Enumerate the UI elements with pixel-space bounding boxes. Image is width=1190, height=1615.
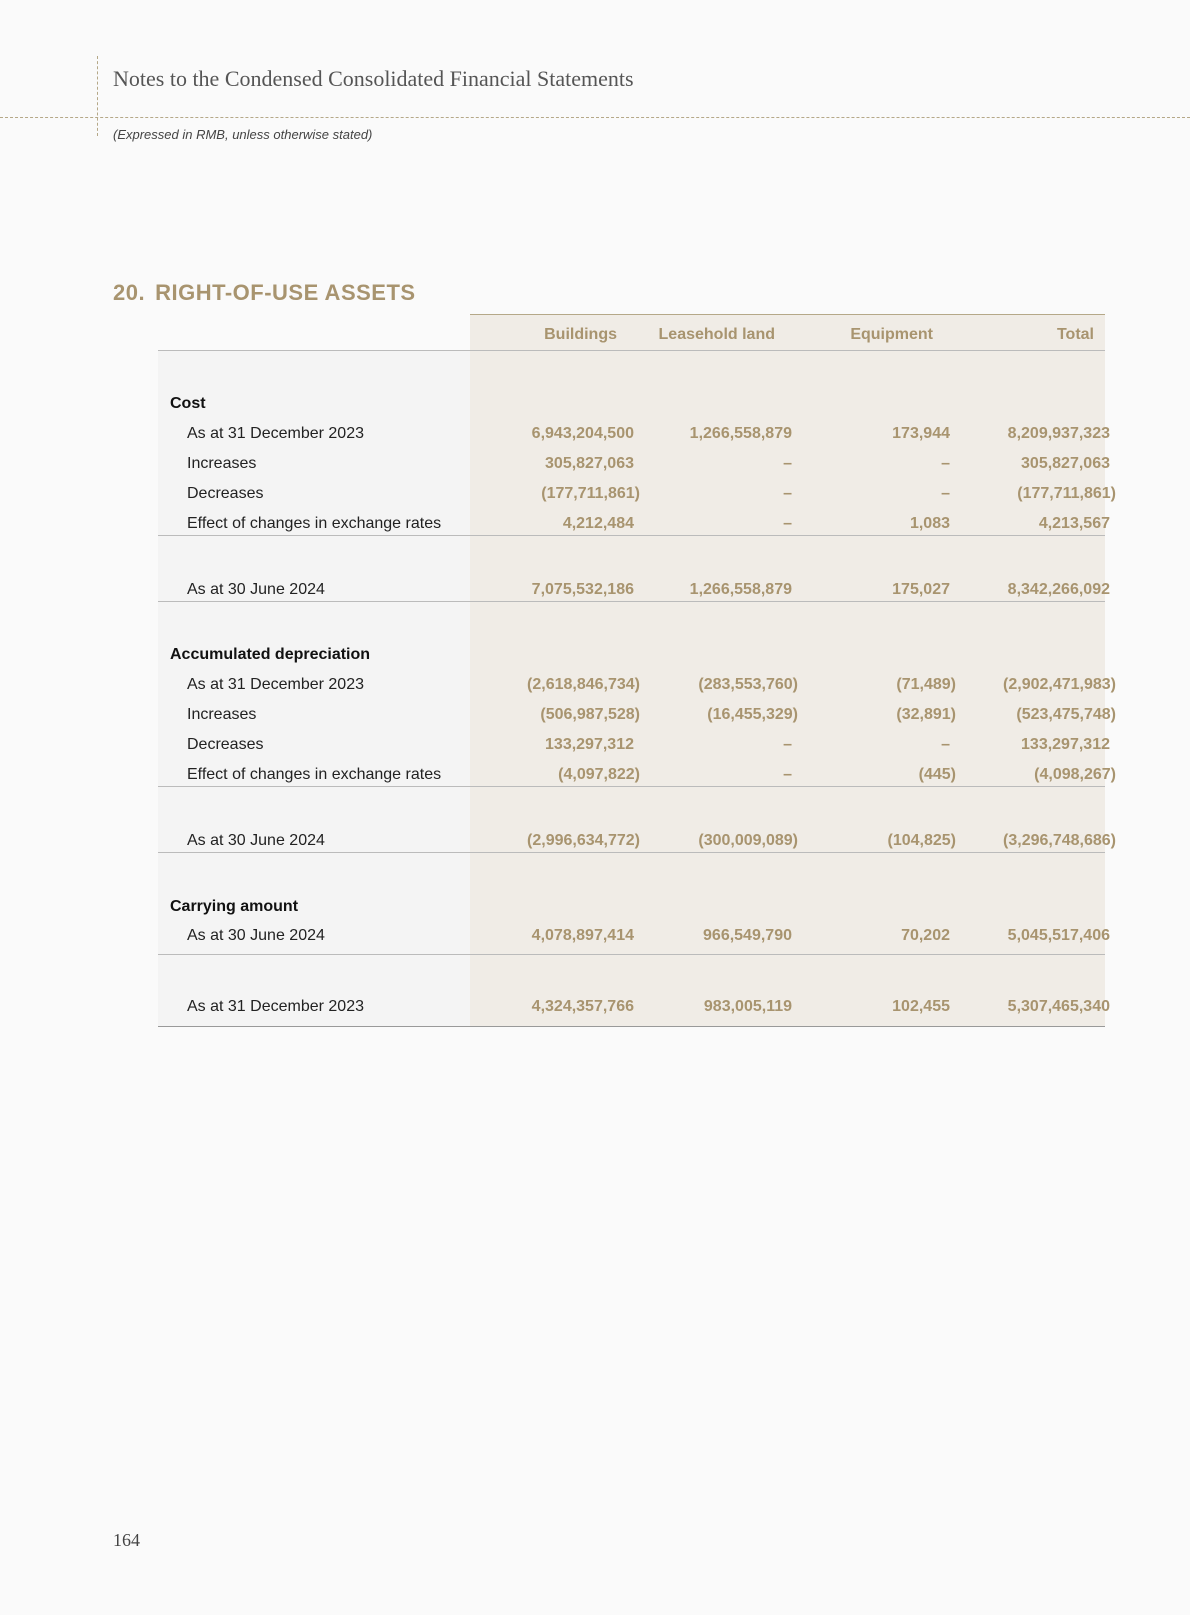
- cell-leasehold-land: (283,553,760): [698, 676, 798, 693]
- cell-leasehold-land: 1,266,558,879: [689, 425, 792, 442]
- row-label: As at 30 June 2024: [187, 581, 325, 598]
- table-row: [158, 924, 1110, 948]
- cell-total: 5,307,465,340: [1007, 998, 1110, 1015]
- cell-total: 4,213,567: [1038, 515, 1110, 532]
- cell-equipment: –: [941, 736, 950, 753]
- row-rule: [158, 786, 1105, 787]
- cell-equipment: (445): [918, 766, 956, 783]
- cell-total: 5,045,517,406: [1007, 927, 1110, 944]
- table-top-rule: [470, 314, 1105, 315]
- table-row: [158, 673, 1116, 697]
- cell-leasehold-land: –: [783, 485, 792, 502]
- cell-buildings: (177,711,861): [541, 485, 640, 502]
- row-label: Decreases: [187, 736, 264, 753]
- cell-buildings: 7,075,532,186: [531, 581, 634, 598]
- row-label: As at 31 December 2023: [187, 998, 364, 1015]
- cell-equipment: –: [941, 455, 950, 472]
- table-row: [158, 703, 1116, 727]
- cell-buildings: (4,097,822): [558, 766, 640, 783]
- cell-total: (3,296,748,686): [1003, 832, 1116, 849]
- row-rule: [158, 954, 1105, 955]
- cell-leasehold-land: 1,266,558,879: [689, 581, 792, 598]
- row-label: As at 31 December 2023: [187, 425, 364, 442]
- row-rule: [158, 535, 1105, 536]
- value-columns-background: [470, 314, 1105, 1027]
- section-heading-row: [158, 392, 1105, 416]
- cell-buildings: 4,078,897,414: [531, 927, 634, 944]
- cell-leasehold-land: –: [783, 766, 792, 783]
- table-row: [158, 482, 1116, 506]
- row-label: Cost: [170, 395, 206, 412]
- row-label: Accumulated depreciation: [170, 646, 371, 663]
- cell-leasehold-land: –: [783, 455, 792, 472]
- margin-marker: [97, 56, 98, 136]
- row-label: Increases: [187, 455, 257, 472]
- row-rule: [158, 601, 1105, 602]
- row-label: As at 30 June 2024: [187, 832, 325, 849]
- row-label: Carrying amount: [170, 898, 299, 915]
- cell-buildings: (2,618,846,734): [527, 676, 640, 693]
- row-label: As at 31 December 2023: [187, 676, 364, 693]
- cell-buildings: (506,987,528): [540, 706, 640, 723]
- table-row: [158, 512, 1110, 536]
- cell-equipment: (32,891): [896, 706, 956, 723]
- cell-equipment: 175,027: [892, 581, 950, 598]
- row-label: Effect of changes in exchange rates: [187, 515, 442, 532]
- cell-leasehold-land: (16,455,329): [707, 706, 798, 723]
- cell-equipment: 1,083: [909, 515, 950, 532]
- column-header-leasehold-land: Leasehold land: [658, 326, 775, 343]
- cell-total: 8,209,937,323: [1007, 425, 1110, 442]
- cell-equipment: (104,825): [887, 832, 956, 849]
- table-row: [158, 733, 1110, 757]
- table-row: [158, 578, 1110, 602]
- cell-buildings: 305,827,063: [545, 455, 634, 472]
- cell-total: (2,902,471,983): [1003, 676, 1116, 693]
- cell-total: (4,098,267): [1034, 766, 1116, 783]
- currency-note: (Expressed in RMB, unless otherwise stated): [113, 127, 373, 142]
- cell-total: (177,711,861): [1017, 485, 1116, 502]
- row-label: Effect of changes in exchange rates: [187, 766, 442, 783]
- cell-equipment: 70,202: [901, 927, 950, 944]
- table-row: [158, 422, 1110, 446]
- row-rule: [158, 852, 1105, 853]
- running-title: Notes to the Condensed Consolidated Financial Statements: [113, 66, 634, 91]
- cell-total: 133,297,312: [1021, 736, 1110, 753]
- section-heading-row: [158, 895, 1105, 919]
- cell-leasehold-land: 966,549,790: [703, 927, 792, 944]
- header-rule: [158, 350, 1105, 351]
- table-row: [158, 995, 1110, 1019]
- table-row: [158, 763, 1116, 787]
- section-title: [113, 280, 416, 306]
- cell-leasehold-land: –: [783, 515, 792, 532]
- section-heading-row: [158, 643, 1105, 667]
- section-title-text: RIGHT-OF-USE ASSETS: [155, 280, 416, 305]
- cell-buildings: 4,212,484: [562, 515, 634, 532]
- table-row: [158, 452, 1110, 476]
- cell-equipment: 102,455: [892, 998, 950, 1015]
- cell-buildings: 4,324,357,766: [531, 998, 634, 1015]
- cell-buildings: (2,996,634,772): [527, 832, 640, 849]
- page-number: 164: [113, 1530, 140, 1550]
- cell-total: 8,342,266,092: [1007, 581, 1110, 598]
- column-header-buildings: Buildings: [544, 326, 617, 343]
- column-header-total: Total: [1056, 326, 1094, 343]
- cell-equipment: 173,944: [892, 425, 950, 442]
- row-label: Decreases: [187, 485, 264, 502]
- table-row: [158, 829, 1116, 853]
- cell-leasehold-land: 983,005,119: [703, 998, 792, 1015]
- cell-buildings: 6,943,204,500: [531, 425, 634, 442]
- cell-equipment: (71,489): [896, 676, 956, 693]
- cell-total: (523,475,748): [1016, 706, 1116, 723]
- header-divider: [0, 117, 1190, 118]
- section-number: 20.: [113, 280, 146, 305]
- row-label: Increases: [187, 706, 257, 723]
- row-rule: [158, 1026, 1105, 1027]
- cell-total: 305,827,063: [1021, 455, 1110, 472]
- column-header-equipment: Equipment: [850, 326, 933, 343]
- cell-equipment: –: [941, 485, 950, 502]
- row-label: As at 30 June 2024: [187, 927, 325, 944]
- cell-buildings: 133,297,312: [545, 736, 634, 753]
- cell-leasehold-land: (300,009,089): [698, 832, 798, 849]
- cell-leasehold-land: –: [783, 736, 792, 753]
